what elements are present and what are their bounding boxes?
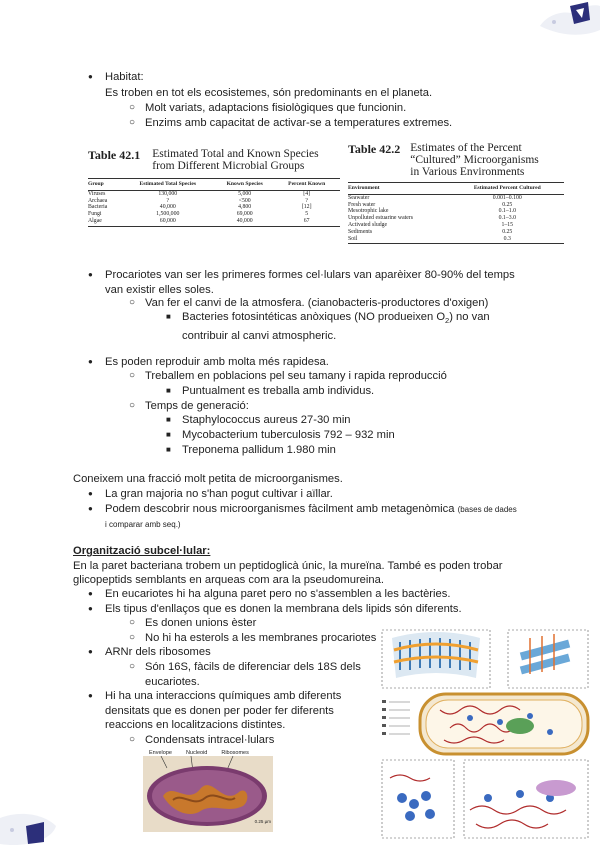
table-42-2-cell: 1–15 — [501, 221, 514, 228]
reproduir-sq-4: ■ Treponema pallidum 1.980 min — [182, 443, 336, 458]
table-42-2-cell: 0.1–3.0 — [498, 215, 516, 222]
table-42-1-cell: 5 — [305, 211, 309, 218]
reproduir-bullet: ● Es poden reproduir amb molta més rapidesa. — [105, 355, 329, 370]
table-42-2-row — [348, 236, 564, 243]
sq1-text-b: ) no van — [449, 311, 490, 323]
sq1-text-c: contribuir al canvi atmospheric. — [182, 329, 337, 342]
coneixem-b2-text: Podem descobrir nous microorganismes fàcilment amb metagenòmica — [105, 503, 455, 515]
table-42-1-row — [88, 211, 340, 218]
organitzacio-bullet-1: ● En eucariotes hi ha alguna paret pero no s'assemblen a les bactèries. — [105, 587, 450, 602]
table-42-1-cell: 40,000 — [236, 217, 253, 224]
organitzacio-bullet-3: ● ARNr dels ribosomes — [105, 645, 211, 660]
table-42-1-cell: [4] — [303, 190, 311, 197]
procariotes-sub-1: ○ Van fer el canvi de la atmosfera. (cianobacteris-productores d'oxigen) — [145, 296, 488, 311]
logo-top-right — [534, 0, 600, 40]
micrograph-scale: 0.25 µm — [254, 819, 271, 825]
sq1-text-a: Bacteries fotosintéticas anòxiques (NO produeixen O — [182, 311, 446, 323]
table-42-2-row — [348, 229, 564, 236]
coneixem-b2-small-2: i comparar amb seq.) — [105, 519, 181, 529]
table-42-2-row — [348, 194, 564, 201]
table-42-2-cell: Mesotrophic lake — [348, 208, 389, 215]
table-42-2-header-cell: Estimated Percent Cultured — [473, 185, 541, 191]
reproduir-sub-2: ○ Temps de generació: — [145, 399, 249, 414]
table-42-1-row — [88, 204, 340, 211]
table-42-2-row — [348, 202, 564, 209]
table-42-1-cell: 69,000 — [236, 211, 253, 218]
table-42-1-cell: ? — [166, 197, 170, 204]
reproduir-sq-2: ■ Staphylococcus aureus 27-30 min — [182, 413, 351, 428]
organitzacio-heading: Organització subcel·lular: — [73, 545, 211, 557]
table-42-1-row — [88, 198, 340, 205]
habitat-sub-1: ○ Molt variats, adaptacions fisiològiques que funcionin. — [145, 101, 406, 116]
micrograph-label-ribosomes: Ribosomes — [221, 750, 249, 756]
bullet-4-line-a: ● Hi ha una interaccions químiques amb diferents — [105, 690, 342, 702]
bullet-4-line-c: reaccions en localitzacions distintes. — [105, 719, 286, 732]
organitzacio-sub-2: ○ No hi ha esterols a les membranes procariotes — [145, 631, 376, 646]
table-42-2-cell: 0.3 — [503, 235, 511, 242]
table-42-1-cell: [12] — [301, 204, 312, 211]
micrograph-label-nucleoid: Nucleoid — [185, 750, 208, 756]
table-42-1-cell: ? — [305, 197, 308, 204]
table-42-1-row — [88, 190, 340, 197]
micrograph-image — [143, 756, 273, 832]
table-42-1-header-cell: Estimated Total Species — [139, 181, 197, 187]
logo-bottom-left — [0, 808, 60, 848]
table-42-2-cell: 0.001–0.100 — [492, 194, 522, 201]
table-42-1-cell: Bacteria — [88, 204, 108, 211]
table-42-1-cell: Viruses — [88, 190, 106, 197]
table-42-2-cell: Unpolluted estuarine waters — [348, 215, 414, 222]
table-42-1-title-2: from Different Microbial Groups — [152, 160, 305, 172]
table-42-1-cell: Fungi — [88, 211, 102, 218]
table-42-1-cell: Algae — [88, 217, 102, 224]
table-42-1-cell: 60,000 — [159, 217, 176, 224]
table-42-1-header-cell: Known Species — [226, 181, 263, 187]
procariotes-sq-1 — [182, 310, 490, 343]
table-42-2-cell: Soil — [348, 235, 358, 242]
table-42-2-cell: 0.25 — [502, 228, 513, 235]
habitat-text: Es troben en tot els ecosistemes, són predominants en el planeta. — [105, 87, 433, 99]
table-42-1-cell: 40,000 — [159, 204, 176, 211]
cell-structure-diagram — [380, 628, 590, 840]
sub-3-line-a: ○ Són 16S, fàcils de diferenciar dels 18S dels — [145, 661, 361, 673]
coneixem-b2-small: (bases de dades — [457, 505, 517, 514]
sq1-subscript: 2 — [445, 316, 450, 326]
table-42-2-cell: Fresh water — [348, 201, 376, 208]
table-42-1 — [88, 148, 340, 227]
table-42-2-cell: Activated sludge — [348, 221, 388, 228]
coneixem-text: Coneixem una fracció molt petita de microorganismes. — [73, 473, 343, 485]
organitzacio-bullet-4 — [105, 689, 341, 733]
bullet-4-line-b: densitats que es donen per poder fer diferents — [105, 704, 334, 717]
organitzacio-bullet-2: ● Els tipus d'enllaços que es donen la membrana dels lipids són diferents. — [105, 602, 462, 617]
table-42-2-title-3: in Various Environments — [410, 166, 525, 178]
table-42-1-cell: 4,800 — [238, 204, 252, 211]
organitzacio-p1: En la paret bacteriana trobem un peptidoglicà únic, la mureïna. També es poden trobar — [73, 560, 503, 572]
table-42-1-grid — [88, 181, 340, 227]
table-42-2-cell: 0.1–1.0 — [498, 208, 516, 215]
table-42-1-cell: 5,000 — [238, 190, 252, 197]
table-42-2-row — [348, 215, 564, 222]
coneixem-bullet-2 — [105, 502, 517, 532]
table-42-1-header-cell: Group — [88, 181, 104, 187]
table-42-1-number: Table 42.1 — [88, 148, 141, 162]
organitzacio-p2: glicopeptids semblants en arqueas com ara la pseudomureina. — [73, 574, 384, 586]
coneixem-bullet-1: ● La gran majoria no s'han pogut cultivar i aïllar. — [105, 487, 333, 502]
table-42-2-header-row — [348, 185, 564, 194]
table-42-2-row — [348, 208, 564, 215]
table-42-2 — [348, 142, 564, 244]
table-42-1-row — [88, 218, 340, 225]
table-42-2-cell: Seawater — [348, 194, 370, 201]
micrograph-label-envelope: Envelope — [149, 750, 172, 756]
table-42-2-cell: Sediments — [348, 228, 373, 235]
table-42-1-cell: 1,500,000 — [156, 211, 180, 218]
reproduir-sq-3: ■ Mycobacterium tuberculosis 792 – 932 min — [182, 428, 395, 443]
organitzacio-sub-1: ○ Es donen unions èster — [145, 616, 256, 631]
table-42-2-title-1: Estimates of the Percent — [410, 142, 522, 154]
reproduir-sq-1: ■ Puntualment es treballa amb individus. — [182, 384, 374, 399]
procariotes-bullet — [105, 268, 515, 297]
table-42-1-cell: 67 — [303, 217, 310, 224]
procariotes-line-1: ● Procariotes van ser les primeres formes cel·lulars van aparèixer 80-90% del temps — [105, 269, 515, 281]
procariotes-line-2: van existir elles soles. — [105, 283, 214, 296]
sub-3-line-b: eucariotes. — [145, 675, 200, 688]
micrograph-figure — [143, 750, 273, 832]
table-42-1-header-cell: Percent Known — [288, 181, 326, 187]
table-42-1-header-row — [88, 181, 340, 190]
habitat-bullet: ● Habitat: — [105, 70, 144, 85]
table-42-1-cell: <500 — [238, 197, 251, 204]
table-42-2-row — [348, 222, 564, 229]
table-42-2-grid — [348, 185, 564, 244]
table-42-2-cell: 0.25 — [502, 201, 513, 208]
table-42-2-number: Table 42.2 — [348, 142, 401, 156]
table-42-1-cell: 130,000 — [158, 190, 178, 197]
organitzacio-sub-4: ○ Condensats intracel·lulars — [145, 733, 274, 748]
table-42-1-cell: Archaea — [88, 197, 108, 204]
table-42-2-title-2: “Cultured” Microorganisms — [410, 154, 539, 166]
organitzacio-sub-3 — [145, 660, 361, 689]
table-42-2-header-cell: Environment — [348, 185, 380, 191]
table-42-1-title-1: Estimated Total and Known Species — [152, 148, 319, 160]
habitat-sub-2: ○ Enzims amb capacitat de activar-se a temperatures extremes. — [145, 116, 452, 131]
reproduir-sub-1: ○ Treballem en poblacions pel seu tamany i rapida reproducció — [145, 369, 447, 384]
